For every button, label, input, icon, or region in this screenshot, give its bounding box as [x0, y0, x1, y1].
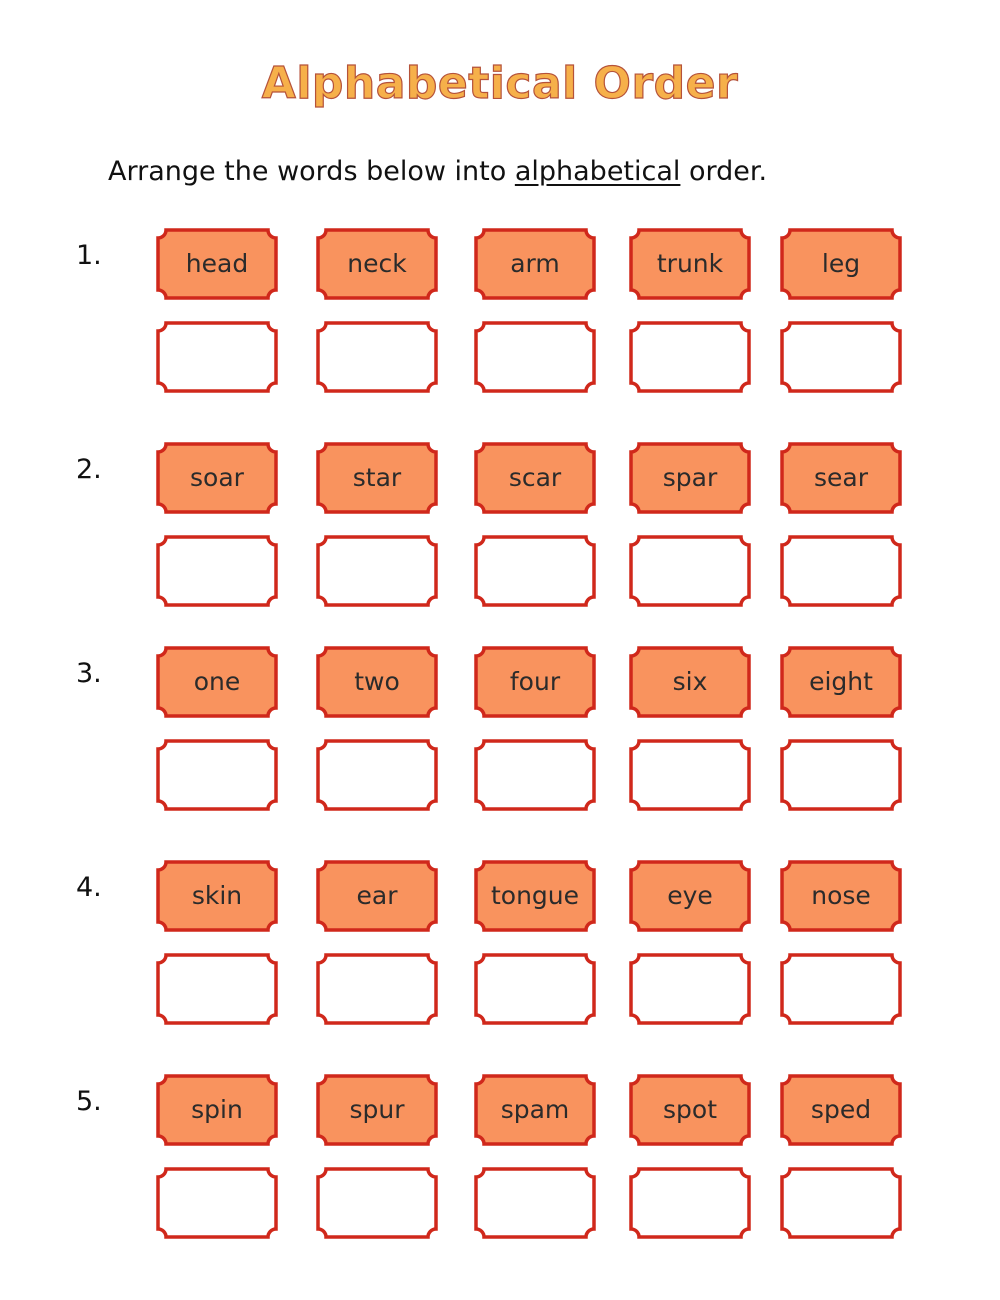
word-tile-label: tongue — [490, 881, 580, 910]
word-tile[interactable] — [474, 228, 596, 300]
word-tile[interactable] — [780, 860, 902, 932]
answer-slot[interactable] — [780, 953, 902, 1025]
word-tile[interactable] — [156, 228, 278, 300]
word-tile-label: spot — [663, 1095, 717, 1124]
question-number: 3. — [76, 658, 102, 689]
answer-slot[interactable] — [629, 535, 751, 607]
word-tile[interactable] — [629, 646, 751, 718]
answer-slot[interactable] — [780, 739, 902, 811]
word-tile[interactable] — [474, 442, 596, 514]
word-tile-label: four — [509, 667, 561, 696]
answer-slot[interactable] — [629, 953, 751, 1025]
worksheet-title: Alphabetical Order — [261, 58, 739, 109]
word-tile-label: spur — [349, 1095, 405, 1124]
word-tile-label: ear — [356, 881, 398, 910]
answer-slot[interactable] — [156, 1167, 278, 1239]
answer-slot[interactable] — [474, 739, 596, 811]
word-tile-label: nose — [811, 881, 871, 910]
word-tile-label: spin — [191, 1095, 243, 1124]
word-tile[interactable] — [474, 860, 596, 932]
word-tile[interactable] — [156, 1074, 278, 1146]
word-tile[interactable] — [780, 1074, 902, 1146]
answer-slot[interactable] — [156, 535, 278, 607]
answer-slot[interactable] — [629, 1167, 751, 1239]
answer-slot[interactable] — [316, 535, 438, 607]
answer-slot[interactable] — [474, 321, 596, 393]
instruction-after: order. — [680, 156, 768, 187]
word-tile[interactable] — [629, 860, 751, 932]
word-tile[interactable] — [156, 442, 278, 514]
answer-slot[interactable] — [780, 321, 902, 393]
word-tile-label: leg — [821, 249, 861, 278]
word-tile-label: one — [193, 667, 241, 696]
question-number: 5. — [76, 1086, 102, 1117]
answer-slot[interactable] — [316, 321, 438, 393]
word-tile[interactable] — [780, 228, 902, 300]
word-tile[interactable] — [156, 860, 278, 932]
word-tile[interactable] — [474, 646, 596, 718]
word-tile-label: two — [354, 667, 400, 696]
question-number: 4. — [76, 872, 102, 903]
word-tile[interactable] — [316, 860, 438, 932]
word-tile[interactable] — [316, 1074, 438, 1146]
question-number: 2. — [76, 454, 102, 485]
instruction-underlined-word: alphabetical — [514, 156, 681, 187]
answer-slot[interactable] — [316, 953, 438, 1025]
answer-slot[interactable] — [474, 953, 596, 1025]
word-tile-label: soar — [190, 463, 244, 492]
answer-slot[interactable] — [474, 535, 596, 607]
word-tile[interactable] — [316, 646, 438, 718]
word-tile-label: spam — [500, 1095, 570, 1124]
word-tile-label: spar — [662, 463, 718, 492]
word-tile-label: six — [672, 667, 708, 696]
answer-slot[interactable] — [316, 1167, 438, 1239]
word-tile-label: sear — [813, 463, 868, 492]
word-tile-label: scar — [508, 463, 562, 492]
answer-slot[interactable] — [156, 321, 278, 393]
word-tile[interactable] — [316, 442, 438, 514]
answer-slot[interactable] — [156, 739, 278, 811]
answer-slot[interactable] — [316, 739, 438, 811]
word-tile-label: star — [352, 463, 402, 492]
answer-slot[interactable] — [156, 953, 278, 1025]
word-tile-label: head — [185, 249, 249, 278]
word-tile-label: skin — [191, 881, 243, 910]
answer-slot[interactable] — [780, 1167, 902, 1239]
word-tile-label: trunk — [656, 249, 724, 278]
word-tile-label: eye — [667, 881, 713, 910]
word-tile[interactable] — [156, 646, 278, 718]
word-tile[interactable] — [629, 1074, 751, 1146]
word-tile-label: neck — [347, 249, 407, 278]
word-tile[interactable] — [629, 228, 751, 300]
answer-slot[interactable] — [629, 321, 751, 393]
word-tile[interactable] — [316, 228, 438, 300]
answer-slot[interactable] — [780, 535, 902, 607]
instruction-text — [108, 156, 767, 187]
question-number: 1. — [76, 240, 102, 271]
word-tile-label: arm — [510, 249, 560, 278]
word-tile[interactable] — [474, 1074, 596, 1146]
answer-slot[interactable] — [474, 1167, 596, 1239]
word-tile[interactable] — [780, 646, 902, 718]
word-tile[interactable] — [780, 442, 902, 514]
word-tile-label: sped — [810, 1095, 872, 1124]
word-tile-label: eight — [809, 667, 873, 696]
answer-slot[interactable] — [629, 739, 751, 811]
instruction-before: Arrange the words below into — [108, 156, 515, 187]
word-tile[interactable] — [629, 442, 751, 514]
